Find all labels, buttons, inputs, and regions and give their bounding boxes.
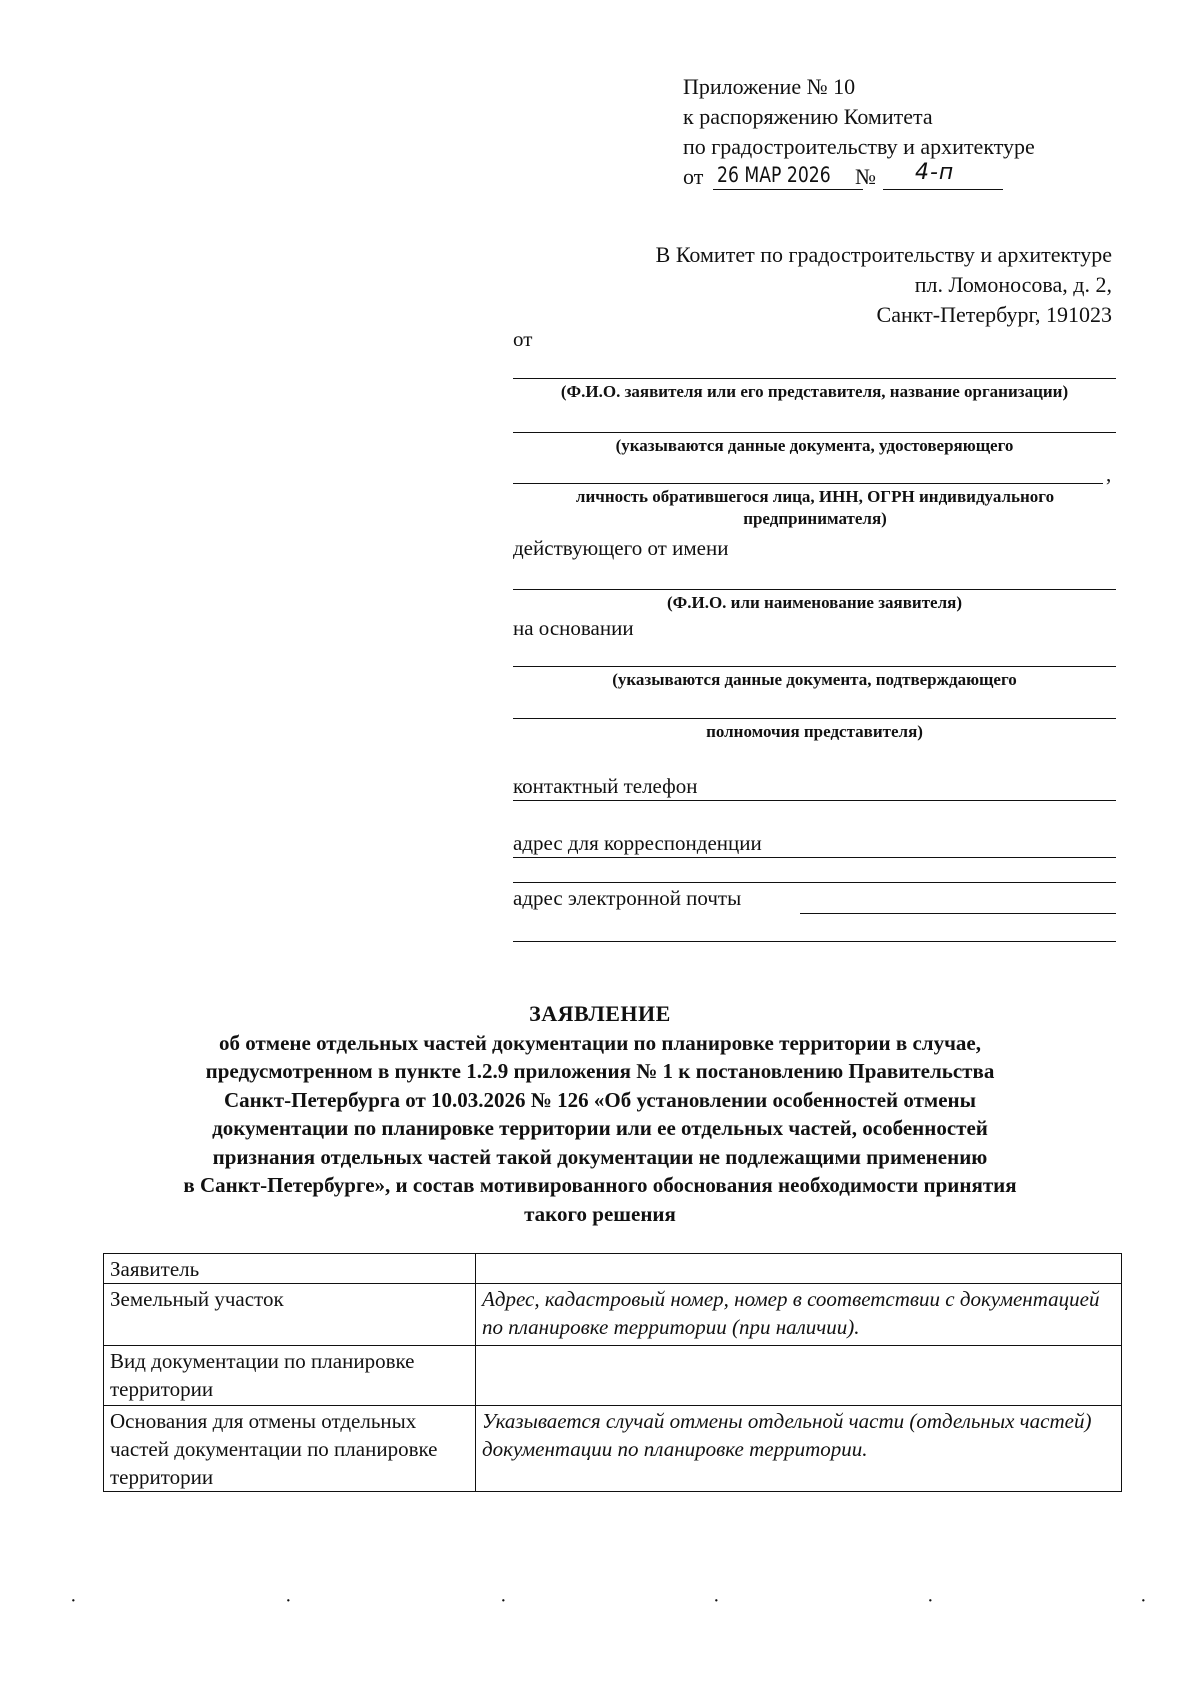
scan-dot: ·	[285, 1590, 292, 1612]
acting-on-behalf-label: действующего от имени	[513, 536, 729, 560]
name-field-line[interactable]	[513, 378, 1116, 379]
row-value-doc-type[interactable]	[476, 1346, 1122, 1406]
email-field-line-2[interactable]	[513, 941, 1116, 942]
statement-line-3: Санкт-Петербурга от 10.03.2026 № 126 «Об установлении особенностей отмены	[223, 1087, 977, 1112]
appendix-committee-line: по градостроительству и архитектуре	[683, 134, 1035, 159]
row-label-applicant: Заявитель	[104, 1254, 476, 1284]
hint-basis-1: (указываются данные документа, подтверждающего	[612, 670, 1017, 689]
hint-id-doc-2: личность обратившегося лица, ИНН, ОГРН индивидуального предпринимателя)	[575, 487, 1055, 528]
id-doc-field-line-1[interactable]	[513, 432, 1116, 433]
appendix-date-line	[683, 162, 1103, 192]
table-row	[104, 1346, 1122, 1406]
phone-label: контактный телефон	[513, 774, 698, 798]
scan-dot: ·	[70, 1590, 77, 1612]
hint-applicant-name: (Ф.И.О. заявителя или его представителя, название организации)	[560, 382, 1069, 401]
email-label: адрес электронной почты	[513, 886, 742, 910]
table-row	[104, 1284, 1122, 1346]
basis-field-line-2[interactable]	[513, 718, 1116, 719]
hint-applicant: (Ф.И.О. или наименование заявителя)	[666, 593, 963, 612]
number-label: №	[855, 164, 876, 189]
statement-line-2: предусмотренном в пункте 1.2.9 приложения № 1 к постановлению Правительства	[205, 1059, 995, 1083]
date-from-label: от	[683, 164, 704, 189]
hint-basis-2: полномочия представителя)	[706, 722, 923, 741]
appendix-order-line: к распоряжению Комитета	[683, 104, 933, 129]
table-row	[104, 1406, 1122, 1492]
addressee-street: пл. Ломоносова, д. 2,	[914, 272, 1112, 297]
statement-title: ЗАЯВЛЕНИЕ	[529, 1001, 671, 1026]
date-underline	[713, 189, 863, 190]
statement-table	[103, 1253, 1122, 1492]
row-value-grounds[interactable]: Указывается случай отмены отдельной части (отдельных частей) документации по планировке территории.	[476, 1406, 1122, 1492]
statement-line-4: документации по планировке территории или ее отдельных частей, особенностей	[212, 1116, 988, 1140]
number-underline	[883, 189, 1003, 190]
appendix-header	[683, 72, 1103, 192]
scan-dot: ·	[927, 1590, 934, 1612]
appendix-number: Приложение № 10	[683, 74, 856, 99]
statement-line-7: такого решения	[524, 1201, 676, 1226]
addressee-block	[560, 240, 1112, 330]
comma-mark: ,	[1106, 462, 1112, 486]
scan-dot: ·	[500, 1590, 507, 1612]
id-doc-field-line-2[interactable]	[513, 483, 1103, 484]
postal-field-line-1[interactable]	[513, 857, 1116, 858]
basis-field-line-1[interactable]	[513, 666, 1116, 667]
date-handwritten: 26 МАР 2026	[717, 163, 831, 187]
statement-line-6: в Санкт-Петербурге», и состав мотивированного обоснования необходимости принятия	[183, 1173, 1017, 1197]
addressee-city: Санкт-Петербург, 191023	[876, 302, 1112, 327]
row-label-grounds: Основания для отмены отдельных частей документации по планировке территории	[104, 1406, 476, 1492]
phone-field-line[interactable]	[513, 800, 1116, 801]
acting-field-line[interactable]	[513, 589, 1116, 590]
table-row	[104, 1254, 1122, 1284]
scan-dot: ·	[713, 1590, 720, 1612]
basis-label: на основании	[513, 616, 634, 640]
statement-title-block	[100, 1000, 1100, 1228]
row-value-applicant[interactable]	[476, 1254, 1122, 1284]
number-handwritten: 4-п	[915, 160, 955, 185]
email-field-line-1[interactable]	[800, 913, 1116, 914]
postal-address-label: адрес для корреспонденции	[513, 831, 762, 855]
statement-line-5: признания отдельных частей такой документации не подлежащими применению	[212, 1144, 988, 1169]
row-value-land-plot[interactable]: Адрес, кадастровый номер, номер в соответствии с документацией по планировке территории (при наличии).	[476, 1284, 1122, 1346]
scan-dot: ·	[1140, 1590, 1147, 1612]
row-label-land-plot: Земельный участок	[104, 1284, 476, 1346]
statement-line-1: об отмене отдельных частей документации по планировке территории в случае,	[218, 1030, 981, 1055]
addressee-committee: В Комитет по градостроительству и архитектуре	[655, 242, 1112, 267]
row-label-doc-type: Вид документации по планировке территории	[104, 1346, 476, 1406]
from-label: от	[513, 327, 533, 351]
hint-id-doc-1: (указываются данные документа, удостоверяющего	[615, 436, 1014, 455]
postal-field-line-2[interactable]	[513, 882, 1116, 883]
